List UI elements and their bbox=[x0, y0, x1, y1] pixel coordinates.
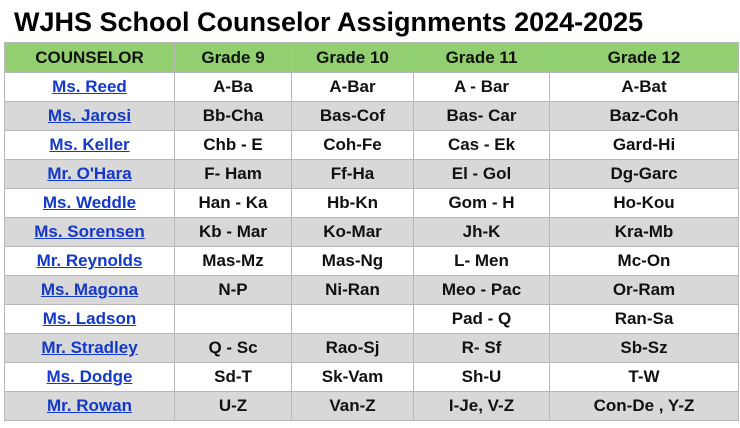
grade-11-cell: L- Men bbox=[414, 247, 550, 276]
grade-9-cell: U-Z bbox=[175, 392, 292, 421]
counselor-cell bbox=[5, 247, 175, 276]
counselor-link[interactable]: Mr. Stradley bbox=[41, 338, 138, 357]
counselor-link[interactable]: Mr. Reynolds bbox=[36, 251, 143, 270]
table-row bbox=[5, 363, 739, 392]
counselor-link[interactable]: Mr. O'Hara bbox=[47, 164, 132, 183]
header-grade-12: Grade 12 bbox=[550, 43, 739, 73]
header-counselor: COUNSELOR bbox=[5, 43, 175, 73]
counselor-cell bbox=[5, 189, 175, 218]
grade-10-cell: Ni-Ran bbox=[292, 276, 414, 305]
page-title: WJHS School Counselor Assignments 2024-2025 bbox=[14, 7, 644, 37]
counselor-link[interactable]: Ms. Sorensen bbox=[34, 222, 145, 241]
grade-9-cell: N-P bbox=[175, 276, 292, 305]
grade-12-cell: A-Bat bbox=[550, 73, 739, 102]
counselor-link[interactable]: Ms. Ladson bbox=[42, 309, 137, 328]
grade-12-cell: Ho-Kou bbox=[550, 189, 739, 218]
counselor-link[interactable]: Ms. Reed bbox=[52, 77, 127, 96]
grade-9-cell: Bb-Cha bbox=[175, 102, 292, 131]
grade-10-cell: Van-Z bbox=[292, 392, 414, 421]
grade-9-cell: Sd-T bbox=[175, 363, 292, 392]
grade-9-cell: A-Ba bbox=[175, 73, 292, 102]
grade-10-cell: Hb-Kn bbox=[292, 189, 414, 218]
grade-10-cell: Mas-Ng bbox=[292, 247, 414, 276]
grade-11-cell: Sh-U bbox=[414, 363, 550, 392]
grade-11-cell: El - Gol bbox=[414, 160, 550, 189]
grade-12-cell: Mc-On bbox=[550, 247, 739, 276]
grade-9-cell: Mas-Mz bbox=[175, 247, 292, 276]
grade-11-cell: Pad - Q bbox=[414, 305, 550, 334]
counselor-cell bbox=[5, 73, 175, 102]
grade-10-cell: Sk-Vam bbox=[292, 363, 414, 392]
grade-10-cell bbox=[292, 305, 414, 334]
grade-12-cell: Sb-Sz bbox=[550, 334, 739, 363]
counselor-cell bbox=[5, 218, 175, 247]
grade-11-cell: A - Bar bbox=[414, 73, 550, 102]
counselor-link[interactable]: Mr. Rowan bbox=[46, 396, 132, 415]
table-row bbox=[5, 218, 739, 247]
grade-11-cell: R- Sf bbox=[414, 334, 550, 363]
grade-10-cell: A-Bar bbox=[292, 73, 414, 102]
grade-12-cell: T-W bbox=[550, 363, 739, 392]
grade-9-cell: Han - Ka bbox=[175, 189, 292, 218]
table-row bbox=[5, 189, 739, 218]
grade-10-cell: Rao-Sj bbox=[292, 334, 414, 363]
grade-10-cell: Ko-Mar bbox=[292, 218, 414, 247]
grade-9-cell: Chb - E bbox=[175, 131, 292, 160]
grade-12-cell: Kra-Mb bbox=[550, 218, 739, 247]
table-row bbox=[5, 73, 739, 102]
header-grade-9: Grade 9 bbox=[175, 43, 292, 73]
table-row bbox=[5, 334, 739, 363]
grade-12-cell: Dg-Garc bbox=[550, 160, 739, 189]
header-grade-11: Grade 11 bbox=[414, 43, 550, 73]
grade-10-cell: Ff-Ha bbox=[292, 160, 414, 189]
header-row bbox=[5, 43, 739, 73]
grade-11-cell: Cas - Ek bbox=[414, 131, 550, 160]
grade-12-cell: Gard-Hi bbox=[550, 131, 739, 160]
grade-10-cell: Bas-Cof bbox=[292, 102, 414, 131]
grade-9-cell bbox=[175, 305, 292, 334]
counselor-link[interactable]: Ms. Dodge bbox=[46, 367, 133, 386]
grade-11-cell: Gom - H bbox=[414, 189, 550, 218]
grade-12-cell: Baz-Coh bbox=[550, 102, 739, 131]
grade-11-cell: I-Je, V-Z bbox=[414, 392, 550, 421]
counselor-cell bbox=[5, 276, 175, 305]
table-row bbox=[5, 305, 739, 334]
grade-11-cell: Bas- Car bbox=[414, 102, 550, 131]
table-row bbox=[5, 131, 739, 160]
counselor-link[interactable]: Ms. Weddle bbox=[42, 193, 137, 212]
table-row bbox=[5, 276, 739, 305]
assignments-table bbox=[4, 42, 739, 421]
counselor-link[interactable]: Ms. Jarosi bbox=[47, 106, 132, 125]
counselor-cell bbox=[5, 305, 175, 334]
counselor-cell bbox=[5, 131, 175, 160]
counselor-cell bbox=[5, 102, 175, 131]
grade-12-cell: Or-Ram bbox=[550, 276, 739, 305]
table-row bbox=[5, 247, 739, 276]
counselor-cell bbox=[5, 160, 175, 189]
grade-9-cell: F- Ham bbox=[175, 160, 292, 189]
counselor-cell bbox=[5, 334, 175, 363]
header-grade-10: Grade 10 bbox=[292, 43, 414, 73]
table-row bbox=[5, 102, 739, 131]
grade-11-cell: Meo - Pac bbox=[414, 276, 550, 305]
table-row bbox=[5, 160, 739, 189]
grade-9-cell: Q - Sc bbox=[175, 334, 292, 363]
grade-12-cell: Ran-Sa bbox=[550, 305, 739, 334]
table-row bbox=[5, 392, 739, 421]
counselor-link[interactable]: Ms. Keller bbox=[49, 135, 130, 154]
grade-10-cell: Coh-Fe bbox=[292, 131, 414, 160]
grade-11-cell: Jh-K bbox=[414, 218, 550, 247]
grade-9-cell: Kb - Mar bbox=[175, 218, 292, 247]
counselor-cell bbox=[5, 392, 175, 421]
counselor-cell bbox=[5, 363, 175, 392]
grade-12-cell: Con-De , Y-Z bbox=[550, 392, 739, 421]
counselor-link[interactable]: Ms. Magona bbox=[40, 280, 139, 299]
